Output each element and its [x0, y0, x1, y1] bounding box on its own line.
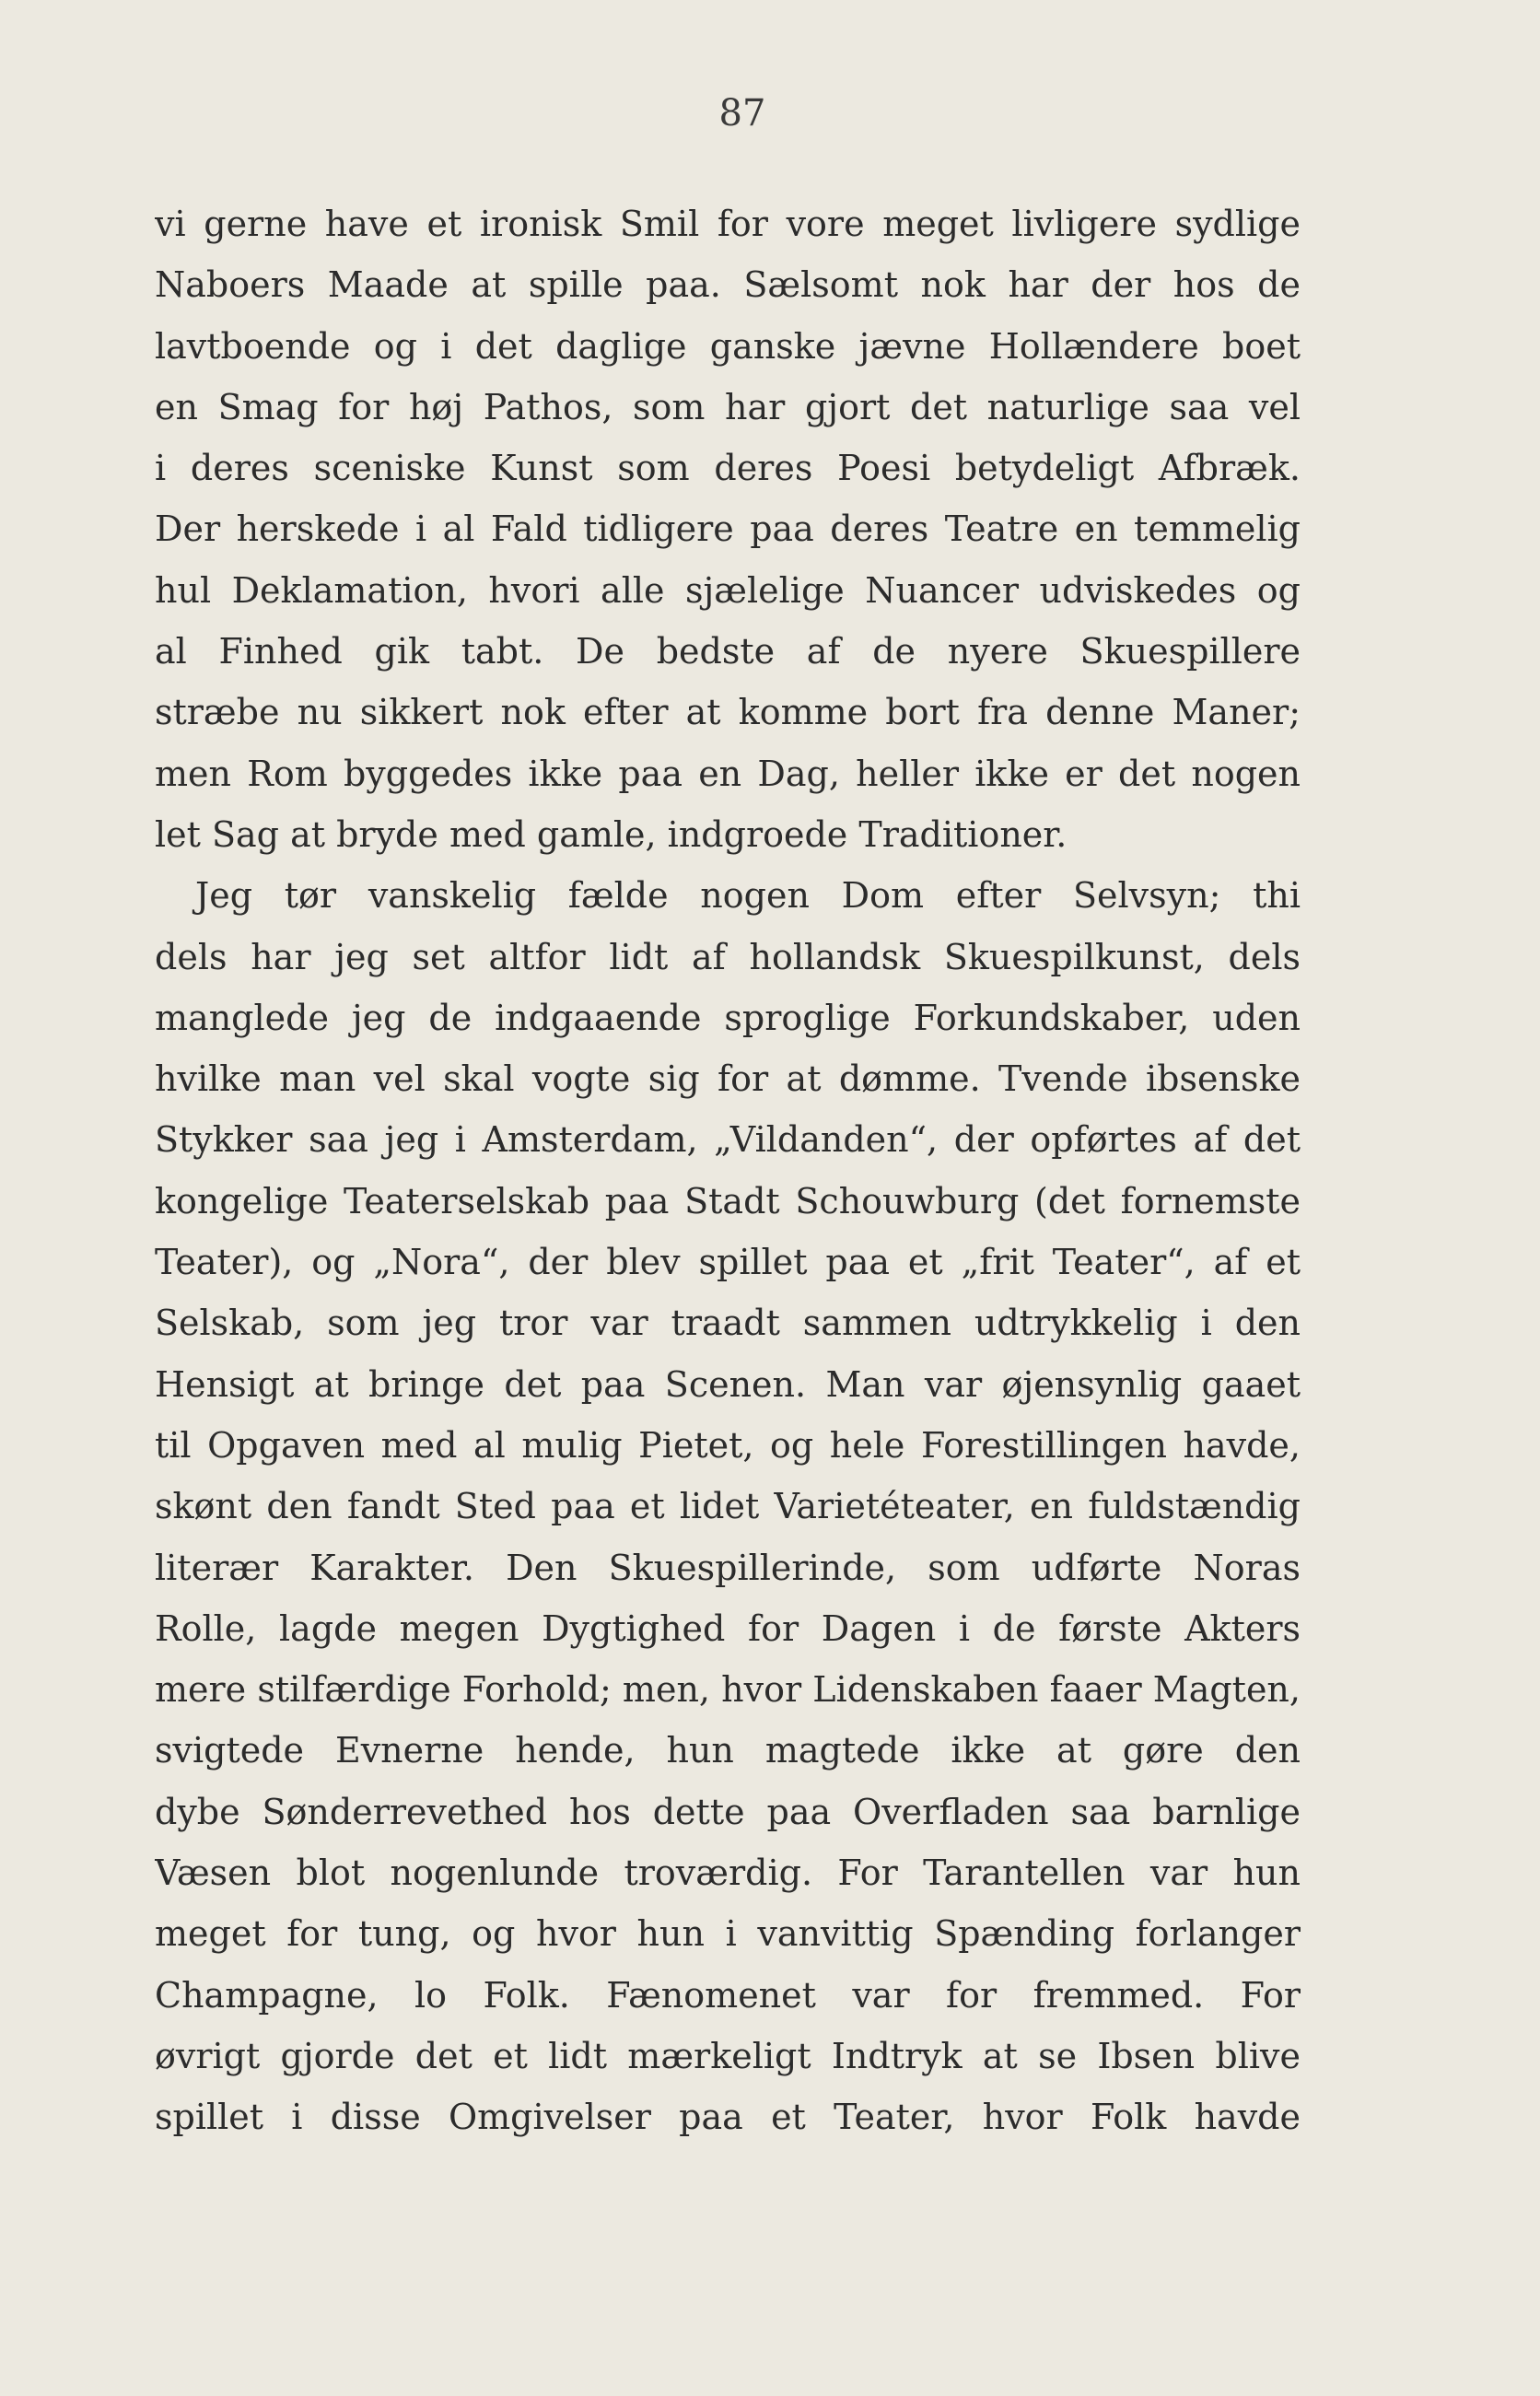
text-line: hvilke man vel skal vogte sig for at dømme. Tvende ibsenske [155, 1058, 1301, 1100]
text-line: men Rom byggedes ikke paa en Dag, heller ikke er det nogen [155, 753, 1301, 794]
text-line: Champagne, lo Folk. Fænomenet var for fremmed. For [155, 1974, 1301, 2016]
body-text [155, 193, 1301, 2148]
text-line: vi gerne have et ironisk Smil for vore meget livligere sydlige [155, 204, 1301, 244]
text-line: svigtede Evnerne hende, hun magtede ikke at gøre den [155, 1730, 1301, 1771]
text-line: dybe Sønderrevethed hos dette paa Overfladen saa barnlige [155, 1791, 1301, 1832]
text-line: skønt den fandt Sted paa et lidet Varietéteater, en fuldstændig [155, 1486, 1301, 1527]
text-line: en Smag for høj Pathos, som har gjort det naturlige saa vel [155, 386, 1301, 427]
text-line: let Sag at bryde med gamle, indgroede Traditioner. [155, 813, 1068, 855]
text-line: literær Karakter. Den Skuespillerinde, som udførte Noras [155, 1547, 1301, 1588]
text-line: Naboers Maade at spille paa. Sælsomt nok har der hos de [155, 264, 1301, 306]
text-line: Rolle, lagde megen Dygtighed for Dagen i de første Akters [155, 1607, 1301, 1649]
text-line: stræbe nu sikkert nok efter at komme bort fra denne Maner; [155, 692, 1301, 733]
text-line: hul Deklamation, hvori alle sjælelige Nuancer udviskedes og [155, 569, 1301, 611]
text-line: Hensigt at bringe det paa Scenen. Man var øjensynlig gaaet [155, 1363, 1301, 1405]
text-line: dels har jeg set altfor lidt af hollandsk Skuespilkunst, dels [155, 936, 1301, 977]
text-line: meget for tung, og hvor hun i vanvittig Spænding forlanger [155, 1913, 1301, 1955]
text-line: i deres sceniske Kunst som deres Poesi betydeligt Afbræk. [155, 448, 1301, 489]
text-line: mere stilfærdige Forhold; men, hvor Lidenskaben faaer Magten, [155, 1669, 1301, 1711]
text-line: Selskab, som jeg tror var traadt sammen udtrykkelig i den [155, 1303, 1301, 1344]
text-line: Stykker saa jeg i Amsterdam, „Vildanden“, der opførtes af det [155, 1119, 1301, 1161]
text-line: Jeg tør vanskelig fælde nogen Dom efter Selvsyn; thi [195, 875, 1301, 917]
text-line: manglede jeg de indgaaende sproglige Forkundskaber, uden [155, 997, 1301, 1038]
text-line: al Finhed gik tabt. De bedste af de nyere Skuespillere [155, 631, 1301, 672]
text-line: Teater), og „Nora“, der blev spillet paa et „frit Teater“, af et [155, 1242, 1301, 1283]
text-line: øvrigt gjorde det et lidt mærkeligt Indtryk at se Ibsen blive [155, 2035, 1301, 2076]
text-line: lavtboende og i det daglige ganske jævne Hollændere boet [155, 325, 1301, 367]
text-line: Væsen blot nogenlunde troværdig. For Tarantellen var hun [155, 1853, 1301, 1894]
text-line: kongelige Teaterselskab paa Stadt Schouwburg (det fornemste [155, 1180, 1301, 1221]
text-line: spillet i disse Omgivelser paa et Teater, hvor Folk havde [155, 2097, 1301, 2138]
text-line: Der herskede i al Fald tidligere paa deres Teatre en temmelig [155, 508, 1301, 550]
page-number: 87 [718, 92, 766, 134]
text-line: til Opgaven med al mulig Pietet, og hele Forestillingen havde, [155, 1424, 1301, 1466]
